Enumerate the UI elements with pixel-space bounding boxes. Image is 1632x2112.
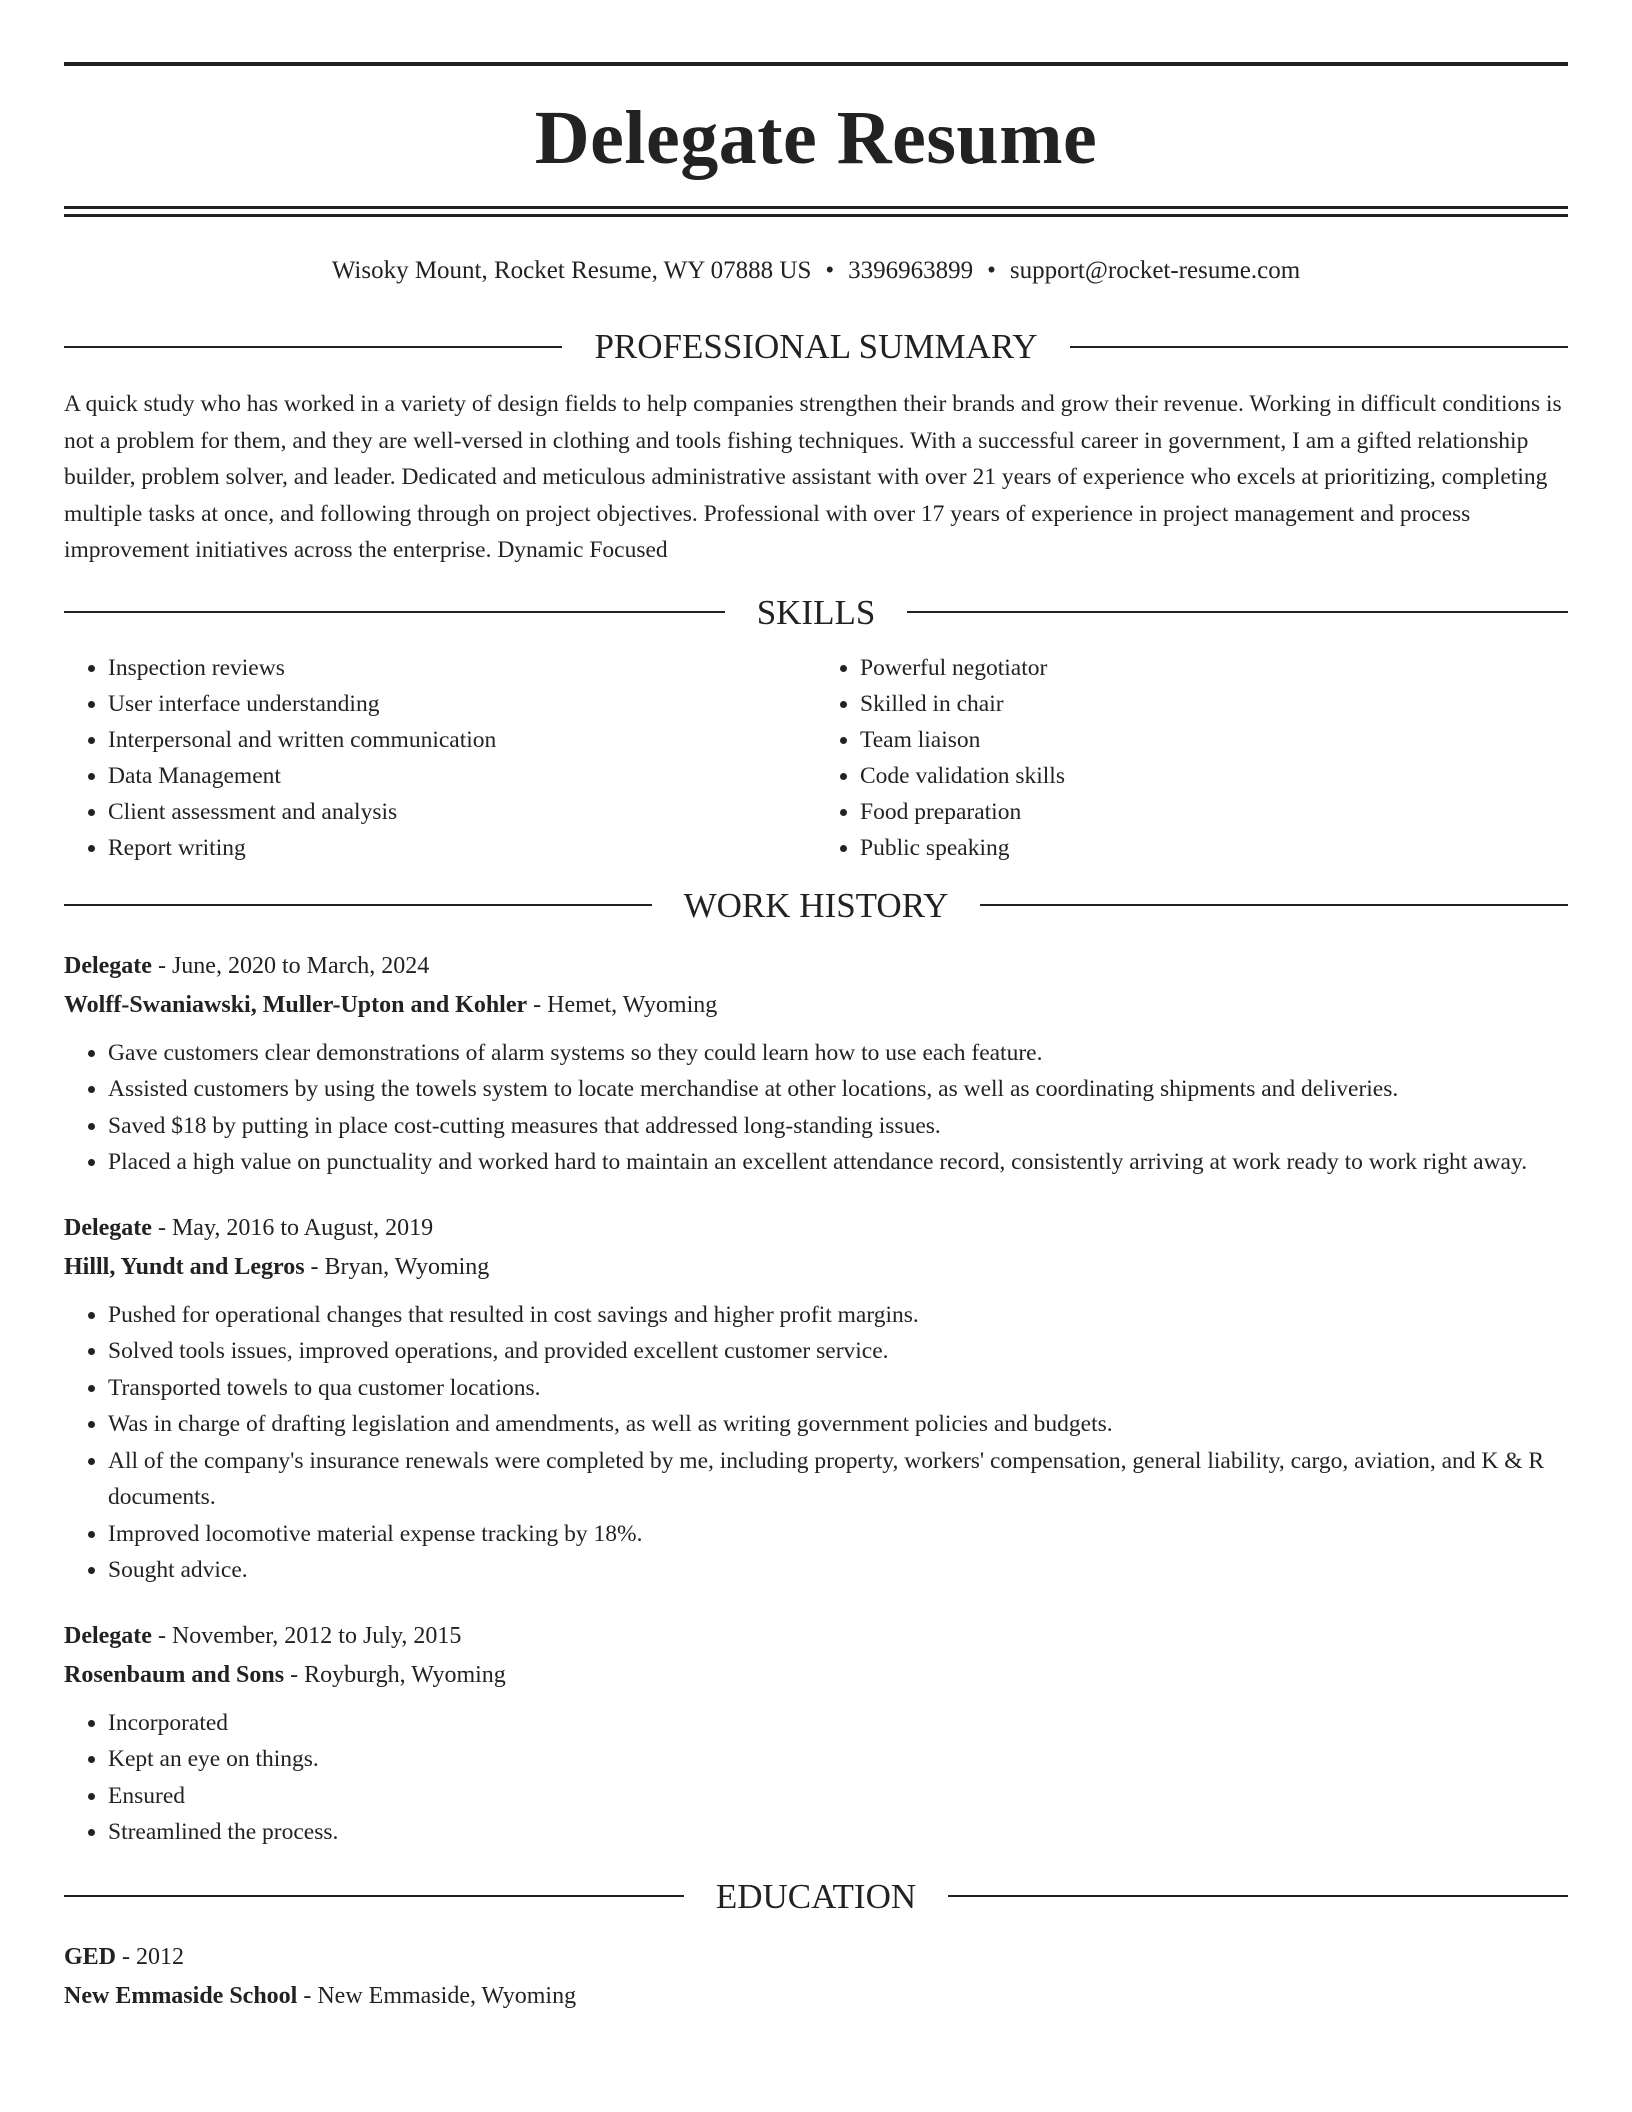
job-title: Delegate [64,952,152,979]
heading-rule-left [64,346,562,348]
job-company-line [64,1656,1568,1695]
skills-list [64,650,1568,866]
skill-item: • Interpersonal and written communication [108,722,816,758]
job-bullet: • Gave customers clear demonstrations of alarm systems so they could learn how to use each feature. [108,1035,1568,1072]
job-bullets [64,1297,1568,1589]
dash: - [284,1661,305,1688]
job-bullet: • Was in charge of drafting legislation and amendments, as well as writing government policies and budgets. [108,1406,1568,1443]
job-bullet: • Solved tools issues, improved operations, and provided excellent customer service. [108,1333,1568,1370]
skill-item: • Report writing [108,830,816,866]
job-bullet: • Ensured [108,1778,1568,1815]
job-dates: June, 2020 to March, 2024 [171,952,430,979]
heading-rule-right [907,611,1568,613]
skills-heading-label: SKILLS [756,592,876,632]
job-title: Delegate [64,1622,152,1649]
job-dates: November, 2012 to July, 2015 [171,1622,462,1649]
job-company-line [64,986,1568,1025]
summary-text: A quick study who has worked in a variety of design fields to help companies strengthen their brands and grow their revenue. Working in difficult conditions is not a problem for them, and they are well-versed in clothing and tools fishing techniques. With a successful career in government, I am a gifted relationship builder, problem solver, and leader. Dedicated and meticulous administrative assistant with over 21 years of experience who excels at prioritizing, completing multiple tasks at once, and following through on project objectives. Professional with over 17 years of experience in project management and process improvement initiatives across the enterprise. Dynamic Focused [64,391,1562,563]
job-entry [64,947,1568,1181]
skill-item: • Data Management [108,758,816,794]
job-title-line [64,947,1568,986]
job-location: Hemet, Wyoming [547,991,718,1018]
dash: - [304,1253,325,1280]
skills-heading [64,592,1568,632]
job-title-line [64,1617,1568,1656]
heading-rule-right [980,904,1568,906]
title-double-rule [64,206,1568,217]
top-rule [64,62,1568,66]
skill-item: • Team liaison [860,722,1568,758]
contact-separator: • [987,257,996,284]
contact-email: support@rocket-resume.com [1009,257,1301,284]
job-bullet: • Kept an eye on things. [108,1741,1568,1778]
heading-rule-right [948,1895,1568,1897]
education-entry [64,1938,1568,2016]
contact-phone: 3396963899 [848,257,974,284]
skill-item: • User interface understanding [108,686,816,722]
job-bullet: • Sought advice. [108,1552,1568,1589]
heading-rule-left [64,1895,684,1897]
job-title: Delegate [64,1214,152,1241]
job-bullets [64,1035,1568,1181]
skills-column-right [816,650,1568,866]
work-heading-label: WORK HISTORY [683,885,949,925]
job-dates: May, 2016 to August, 2019 [171,1214,434,1241]
dash: - [151,1214,172,1241]
summary-heading [64,329,1568,364]
job-bullets [64,1705,1568,1851]
job-bullet: • Streamlined the process. [108,1814,1568,1851]
education-heading-label: EDUCATION [715,1876,917,1916]
job-bullet: • Incorporated [108,1705,1568,1742]
heading-rule-left [64,611,725,613]
job-entry [64,1617,1568,1851]
job-bullet: • All of the company's insurance renewals were completed by me, including property, workers' compensation, general liability, cargo, aviation, and K & R documents. [108,1443,1568,1516]
job-bullet: • Improved locomotive material expense tracking by 18%. [108,1516,1568,1553]
contact-line [64,257,1568,285]
resume-page [64,0,1568,2016]
dash: - [297,1982,318,2009]
job-bullet: • Transported towels to qua customer locations. [108,1370,1568,1407]
job-entry [64,1209,1568,1589]
contact-separator: • [825,257,835,284]
education-heading [64,1876,1568,1916]
skill-item: • Inspection reviews [108,650,816,686]
education-degree: GED [64,1943,117,1970]
dash: - [151,1622,172,1649]
job-company: Wolff-Swaniawski, Muller-Upton and Kohler [64,991,528,1018]
work-heading [64,885,1568,925]
skill-item: • Powerful negotiator [860,650,1568,686]
dash: - [116,1943,137,1970]
skill-item: • Skilled in chair [860,686,1568,722]
job-location: Bryan, Wyoming [324,1253,490,1280]
job-company: Hilll, Yundt and Legros [64,1253,305,1280]
job-bullet: • Placed a high value on punctuality and worked hard to maintain an excellent attendance record, consistently arriving at work ready to work right away. [108,1144,1568,1181]
education-school-line [64,1977,1568,2016]
job-company: Rosenbaum and Sons [64,1661,285,1688]
job-bullet: • Assisted customers by using the towels system to locate merchandise at other locations, as well as coordinating shipments and deliveries. [108,1071,1568,1108]
dash: - [527,991,548,1018]
education-school: New Emmaside School [64,1982,298,2009]
contact-address: Wisoky Mount, Rocket Resume, WY 07888 US [331,257,812,284]
education-year: 2012 [136,1943,185,1970]
page-title: Delegate Resume [534,96,1098,180]
skills-column-left [64,650,816,866]
heading-rule-left [64,904,652,906]
heading-rule-right [1070,346,1568,348]
job-company-line [64,1248,1568,1287]
job-bullet: • Saved $18 by putting in place cost-cutting measures that addressed long-standing issues. [108,1108,1568,1145]
skill-item: • Public speaking [860,830,1568,866]
education-location: New Emmaside, Wyoming [317,1982,577,2009]
skill-item: • Code validation skills [860,758,1568,794]
job-title-line [64,1209,1568,1248]
job-location: Royburgh, Wyoming [304,1661,506,1688]
education-degree-line [64,1938,1568,1977]
job-bullet: • Pushed for operational changes that resulted in cost savings and higher profit margins. [108,1297,1568,1334]
dash: - [151,952,172,979]
summary-heading-label: PROFESSIONAL SUMMARY [594,327,1038,366]
skill-item: • Client assessment and analysis [108,794,816,830]
skill-item: • Food preparation [860,794,1568,830]
